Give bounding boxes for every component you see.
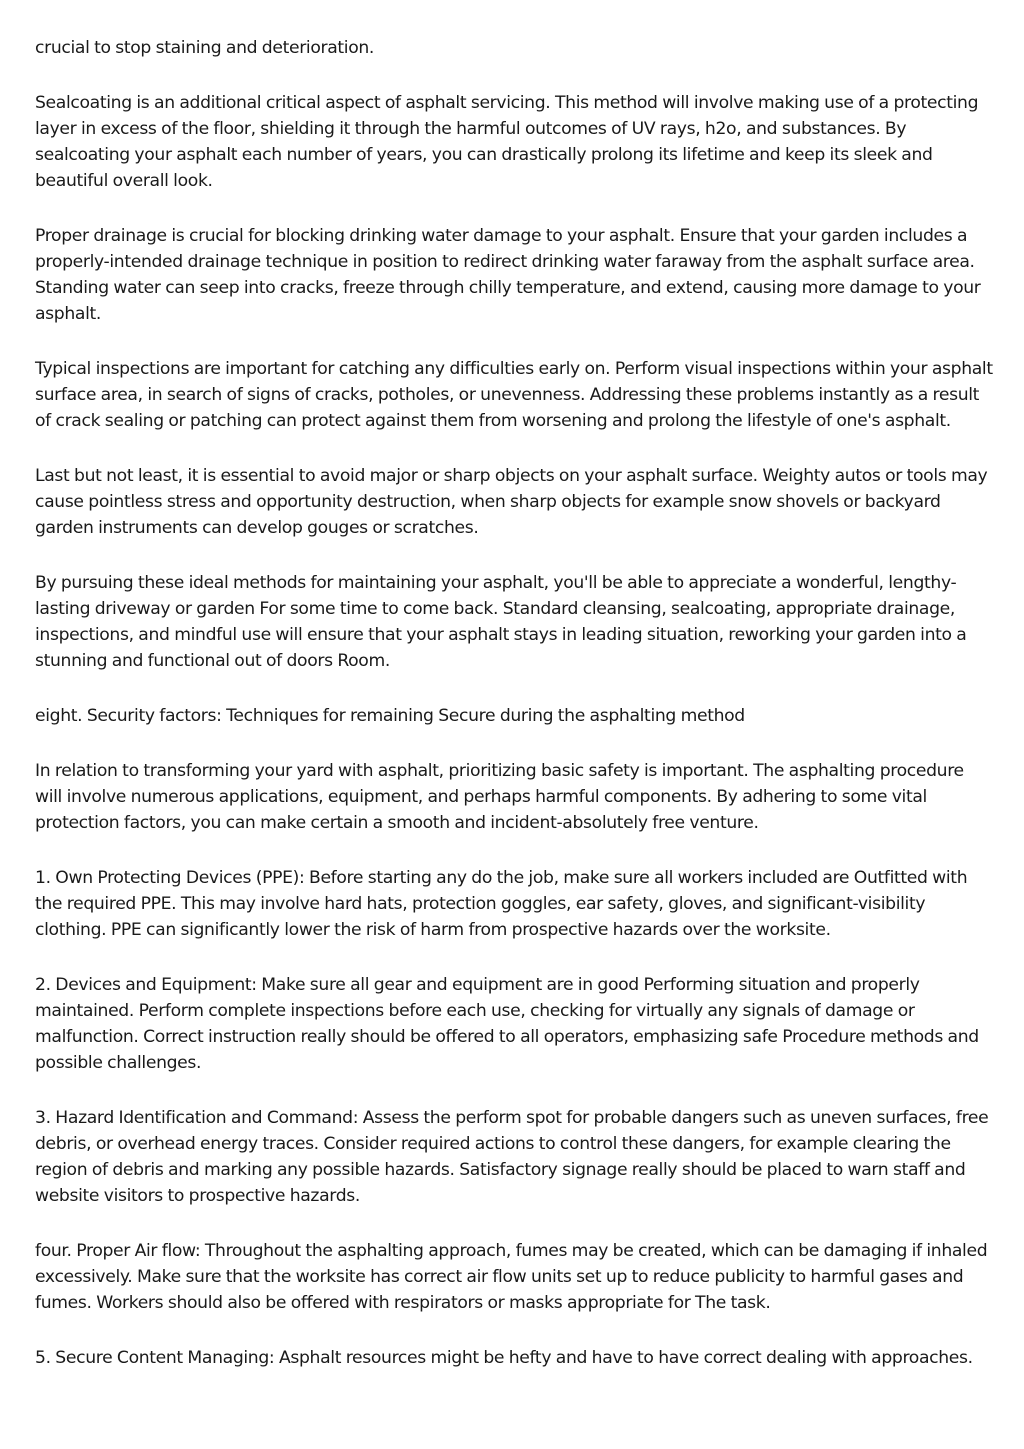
paragraph-staining: crucial to stop staining and deterioration. <box>35 38 375 58</box>
list-item-ppe: 1. Own Protecting Devices (PPE): Before starting any do the job, make sure all workers included are Outfitted with the required PPE. This may involve hard hats, protection goggles, ear safety, gloves, and significant-visibility clothing. PPE can significantly lower the risk of harm from prospective hazards over the worksite. <box>35 868 968 940</box>
paragraph-summary: By pursuing these ideal methods for maintaining your asphalt, you'll be able to appreciate a wonderful, lengthy-lasting driveway or garden For some time to come back. Standard cleansing, sealcoating, appropriate drainage, inspections, and mindful use will ensure that your asphalt stays in leading situation, reworking your garden into a stunning and functional out of doors Room. <box>35 573 967 671</box>
paragraph-safety-intro: In relation to transforming your yard with asphalt, prioritizing basic safety is important. The asphalting procedure will involve numerous applications, equipment, and perhaps harmful components. By adhering to some vital protection factors, you can make certain a smooth and incident-absolutely free venture. <box>35 761 964 833</box>
paragraph-sharp-objects: Last but not least, it is essential to avoid major or sharp objects on your asphalt surface. Weighty autos or tools may cause pointless stress and opportunity destruction, when sharp objects for example snow shovels or backyard garden instruments can develop gouges or scratches. <box>35 466 988 538</box>
document-body <box>35 35 995 1400</box>
paragraph-inspections: Typical inspections are important for catching any difficulties early on. Perform visual inspections within your asphalt surface area, in search of signs of cracks, potholes, or unevenness. Addressing these problems instantly as a result of crack sealing or patching can protect against them from worsening and prolong the lifestyle of one's asphalt. <box>35 359 993 431</box>
list-item-airflow: four. Proper Air flow: Throughout the asphalting approach, fumes may be created, which can be damaging if inhaled excessively. Make sure that the worksite has correct air flow units set up to reduce publicity to harmful gases and fumes. Workers should also be offered with respirators or masks appropriate for The task. <box>35 1241 988 1313</box>
list-item-equipment: 2. Devices and Equipment: Make sure all gear and equipment are in good Performing situation and properly maintained. Perform complete inspections before each use, checking for virtually any signals of damage or malfunction. Correct instruction really should be offered to all operators, emphasizing safe Procedure methods and possible challenges. <box>35 975 979 1073</box>
list-item-hazard: 3. Hazard Identification and Command: Assess the perform spot for probable dangers such as uneven surfaces, free debris, or overhead energy traces. Consider required actions to control these dangers, for example clearing the region of debris and marking any possible hazards. Satisfactory signage really should be placed to warn staff and website visitors to prospective hazards. <box>35 1108 989 1206</box>
paragraph-sealcoating: Sealcoating is an additional critical aspect of asphalt servicing. This method will involve making use of a protecting layer in excess of the floor, shielding it through the harmful outcomes of UV rays, h2o, and substances. By sealcoating your asphalt each number of years, you can drastically prolong its lifetime and keep its sleek and beautiful overall look. <box>35 93 979 191</box>
section-heading-safety: eight. Security factors: Techniques for remaining Secure during the asphalting method <box>35 706 745 726</box>
list-item-material-handling: 5. Secure Content Managing: Asphalt resources might be hefty and have to have correct dealing with approaches. <box>35 1348 973 1368</box>
paragraph-drainage: Proper drainage is crucial for blocking drinking water damage to your asphalt. Ensure that your garden includes a properly-intended drainage technique in position to redirect drinking water faraway from the asphalt surface area. Standing water can seep into cracks, freeze through chilly temperature, and extend, causing more damage to your asphalt. <box>35 226 981 324</box>
